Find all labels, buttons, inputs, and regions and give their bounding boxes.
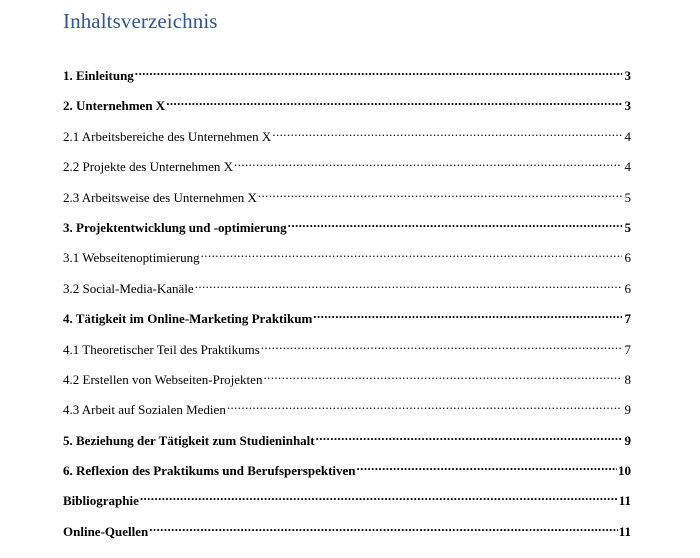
toc-entry[interactable] [63, 487, 631, 517]
toc-entry-label: 4.3 Arbeit auf Sozialen Medien [63, 402, 226, 418]
toc-entry-label: 3.1 Webseitenoptimierung [63, 250, 200, 266]
toc-entry-page: 3 [624, 68, 631, 83]
toc-entry-page: 3 [624, 98, 631, 114]
toc-entry[interactable] [63, 396, 631, 426]
toc-dot-leader [258, 184, 622, 202]
toc-dot-leader [149, 518, 617, 536]
toc-entry-page: 7 [624, 311, 631, 327]
toc-entry-page: 7 [624, 341, 631, 357]
toc-dot-leader [166, 92, 622, 110]
toc-entry-page: 5 [624, 219, 631, 235]
toc-entry[interactable] [63, 62, 631, 92]
toc-entry[interactable] [63, 153, 631, 183]
toc-entry[interactable] [63, 305, 631, 335]
toc-entry-label: 2.1 Arbeitsbereiche des Unternehmen X [63, 128, 272, 144]
toc-entry[interactable] [63, 518, 631, 548]
toc-entry-page: 4 [624, 128, 631, 144]
toc-dot-leader [135, 62, 622, 80]
toc-dot-leader [263, 366, 622, 384]
toc-dot-leader [227, 396, 622, 414]
toc-entry-page: 8 [624, 371, 631, 387]
toc-entry-page: 9 [624, 432, 631, 448]
toc-dot-leader [316, 427, 622, 445]
toc-dot-leader [201, 244, 622, 262]
toc-dot-leader [140, 487, 618, 505]
toc-entry[interactable] [63, 184, 631, 214]
toc-entry-label: 4.1 Theoretischer Teil des Praktikums [63, 341, 260, 357]
toc-entry[interactable] [63, 457, 631, 487]
toc-dot-leader [195, 275, 622, 293]
toc-entry[interactable] [63, 427, 631, 457]
toc-entry[interactable] [63, 92, 631, 122]
toc-entry-page: 6 [624, 280, 631, 296]
toc-dot-leader [272, 123, 622, 141]
toc-list [63, 62, 631, 548]
toc-entry-label: 5. Beziehung der Tätigkeit zum Studieninhalt [63, 432, 315, 448]
toc-entry-label: 2. Unternehmen X [63, 98, 166, 114]
toc-title: Inhaltsverzeichnis [63, 9, 218, 33]
toc-entry[interactable] [63, 123, 631, 153]
toc-entry-label: Online-Quellen [63, 523, 149, 539]
toc-entry-page: 4 [624, 159, 631, 175]
toc-entry-page: 6 [624, 250, 631, 266]
toc-entry-page: 9 [624, 402, 631, 418]
toc-entry[interactable] [63, 366, 631, 396]
toc-entry-page: 10 [618, 463, 631, 479]
toc-dot-leader [288, 214, 622, 232]
toc-entry-label: 3. Projektentwicklung und -optimierung [63, 219, 287, 235]
toc-entry-label: 4.2 Erstellen von Webseiten-Projekten [63, 371, 263, 387]
toc-entry-label: 6. Reflexion des Praktikums und Berufsperspektiven [63, 463, 356, 479]
toc-entry[interactable] [63, 214, 631, 244]
toc-entry-label: Bibliographie [63, 493, 139, 509]
toc-entry[interactable] [63, 336, 631, 366]
toc-entry-label: 1. Einleitung [63, 68, 134, 83]
toc-entry-page: 5 [624, 189, 631, 205]
toc-entry-label: 2.2 Projekte des Unternehmen X [63, 159, 234, 175]
toc-dot-leader [261, 336, 622, 354]
toc-dot-leader [313, 305, 622, 323]
toc-entry-label: 4. Tätigkeit im Online-Marketing Praktikum [63, 311, 313, 327]
toc-entry-page: 11 [618, 523, 631, 539]
toc-dot-leader [357, 457, 617, 475]
toc-entry-label: 2.3 Arbeitsweise des Unternehmen X [63, 189, 257, 205]
toc-entry[interactable] [63, 244, 631, 274]
toc-entry[interactable] [63, 275, 631, 305]
toc-dot-leader [234, 153, 622, 171]
toc-entry-label: 3.2 Social-Media-Kanäle [63, 280, 194, 296]
toc-entry-page: 11 [618, 493, 631, 509]
